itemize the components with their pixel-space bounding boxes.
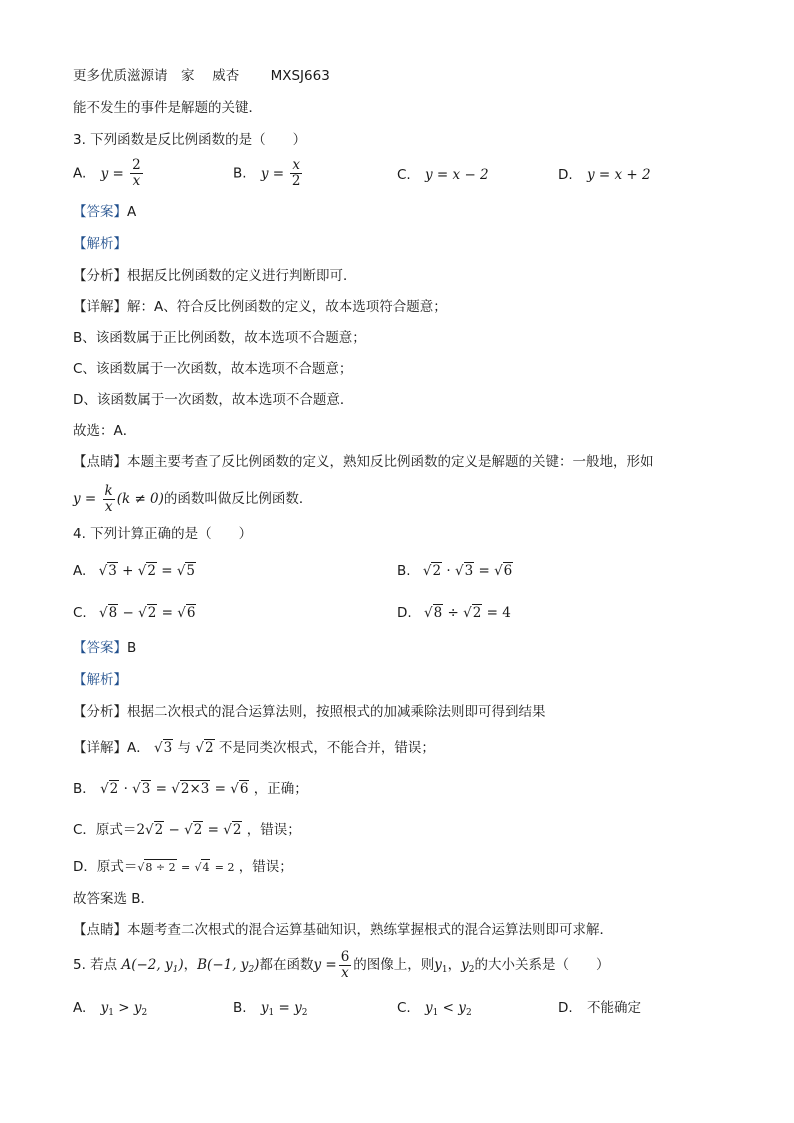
sqrt: √6 (230, 781, 249, 797)
sqrt: √2 (138, 605, 157, 621)
q4-stem: 4. 下列计算正确的是（ ） (73, 526, 253, 542)
dianjing-text: 本题主要考查了反比例函数的定义，熟知反比例函数的定义是解题的关键：一般地，形如 (127, 454, 654, 470)
denominator: x (132, 173, 141, 189)
sqrt: √2 (137, 563, 156, 579)
denominator: x (341, 964, 349, 981)
fenxi-text: 根据二次根式的混合运算法则，按照根式的加减乘除法则即可得到结果 (127, 704, 546, 720)
option-lhs: y = (260, 165, 285, 182)
sqrt: √2×3 (171, 781, 210, 797)
sqrt: √2 (463, 605, 482, 621)
sqrt: √2 (195, 740, 214, 756)
q5-stem: 5. 若点 A(−2, $y_1$)，B(−1, $y_2$)都在函数y = $\frac{6}{x}$ 的图像上，则$y_1$，$y_2$的大小关系是（ ） (73, 948, 610, 981)
q4-choose: 故答案选 B． (73, 891, 155, 907)
q3-dianjing (73, 452, 654, 472)
q4-option-b: B. √2 · √3 = √6 (397, 563, 513, 579)
q4-xiangjie-c: C．原式＝2√2 − √2 = √2 ，错误； (73, 822, 301, 838)
sqrt: √3 (454, 563, 474, 579)
fraction (130, 158, 143, 189)
def-condition: (k ≠ 0) (116, 491, 164, 507)
header-watermark: 更多优质滋源请 家 威杏 MXSJ663 (73, 68, 330, 84)
answer-value: A (127, 204, 137, 220)
sqrt: √3 (154, 740, 173, 756)
q3-stem: 3. 下列函数是反比例函数的是（ ） (73, 132, 307, 148)
sqrt: √2 (100, 781, 119, 797)
answer-value: B (127, 640, 137, 656)
q3-option-a (73, 158, 145, 189)
option-letter: B. (233, 1000, 247, 1016)
point-b: B(−1, $y_2$) (197, 957, 260, 975)
q3-analysis-heading (73, 234, 127, 254)
option-letter: D. (558, 1000, 573, 1016)
point-a: A(−2, $y_1$) (121, 957, 184, 975)
sqrt: √2 (223, 822, 242, 838)
q4-xiangjie-d: D．原式＝√8 ÷ 2 = √4 = 2 ，错误； (73, 857, 293, 878)
analysis-tag: 【解析】 (73, 236, 127, 252)
option-letter: D. (397, 605, 412, 621)
q4-dianjing (73, 920, 613, 940)
q3-option-c (397, 165, 489, 185)
option-letter: B. (397, 563, 411, 579)
fraction (103, 484, 115, 515)
option-expression: y = x − 2 (425, 167, 489, 183)
option-expression: y = x + 2 (586, 167, 651, 183)
option-letter: B. (233, 165, 247, 182)
sqrt: √3 (98, 563, 117, 579)
xiangjie-tag: 【详解】 (73, 740, 127, 756)
option-letter: A. (73, 1000, 87, 1016)
q4-answer (73, 638, 136, 658)
option-letter: C. (397, 167, 411, 183)
numerator: 6 (340, 948, 350, 965)
fraction (339, 950, 352, 981)
fenxi-tag: 【分析】 (73, 268, 127, 284)
option-lhs: y = (100, 165, 124, 182)
intro-line: 能不发生的事件是解题的关键． (73, 100, 262, 116)
sqrt: √2 (184, 822, 203, 838)
sqrt: √6 (494, 563, 513, 579)
q4-fenxi (73, 702, 546, 722)
q3-option-b (233, 158, 304, 189)
analysis-tag: 【解析】 (73, 672, 127, 688)
xiangjie-text: 解：A、符合反比例函数的定义，故本选项符合题意； (127, 299, 447, 315)
option-letter: D. (558, 167, 573, 183)
dianjing-text: 本题考查二次根式的混合运算基础知识，熟练掌握根式的混合运算法则即可求解． (127, 922, 613, 938)
dianjing-tag: 【点睛】 (73, 922, 127, 938)
option-letter: A. (73, 563, 87, 579)
answer-tag: 【答案】 (73, 640, 127, 656)
fenxi-tag: 【分析】 (73, 704, 127, 720)
q4-option-d: D. √8 ÷ √2 = 4 (397, 605, 511, 621)
sqrt: √8 (423, 605, 443, 621)
dianjing-tag: 【点睛】 (73, 454, 127, 470)
numerator: 2 (132, 157, 141, 173)
answer-tag: 【答案】 (73, 204, 127, 220)
fraction (290, 158, 302, 189)
q3-fenxi (73, 266, 357, 286)
sqrt: √3 (132, 781, 151, 797)
q3-definition (73, 482, 312, 516)
q4-xiangjie-a: 【详解】A． √3 与 √2 不是同类次根式，不能合并，错误； (73, 740, 435, 756)
q3-line-d: D、该函数属于一次函数，故本选项不合题意． (73, 392, 354, 408)
def-tail: 的函数叫做反比例函数． (163, 491, 313, 507)
option-letter: A. (73, 165, 87, 182)
sqrt: √6 (177, 605, 196, 621)
fenxi-text: 根据反比例函数的定义进行判断即可． (127, 268, 357, 284)
q5-option-b: B. $y_1 = y_2$ (233, 1000, 308, 1018)
denominator: 2 (291, 173, 301, 189)
sqrt: √4 (194, 861, 210, 874)
xiangjie-tag: 【详解】 (73, 299, 127, 315)
q4-analysis-heading (73, 670, 127, 690)
numerator: k (104, 482, 113, 499)
sqrt: √8 (99, 605, 118, 621)
q3-line-b: B、该函数属于正比例函数，故本选项不合题意； (73, 330, 366, 346)
q3-xiangjie (73, 297, 447, 317)
q5-option-c: C. $y_1 < y_2$ (397, 1000, 472, 1018)
sqrt: √5 (176, 563, 196, 579)
numerator: x (292, 157, 301, 173)
option-letter: C. (397, 1000, 411, 1016)
q4-option-a: A. √3 + √2 = √5 (73, 563, 196, 579)
sqrt: √2 (422, 563, 442, 579)
q4-xiangjie-b: B． √2 · √3 = √2×3 = √6 ，正确； (73, 781, 308, 797)
q4-option-c: C. √8 − √2 = √6 (73, 605, 196, 621)
q3-answer (73, 202, 136, 222)
option-letter: C. (73, 605, 87, 621)
q5-option-a: A. $y_1 > y_2$ (73, 1000, 148, 1018)
q5-option-d: D. 不能确定 (558, 1000, 641, 1016)
denominator: x (104, 498, 113, 515)
def-lhs: y = (73, 491, 97, 507)
q3-option-d (558, 165, 651, 185)
sqrt: √2 (145, 822, 164, 838)
sqrt: √8 ÷ 2 (137, 861, 176, 874)
q3-line-c: C、该函数属于一次函数，故本选项不合题意； (73, 361, 353, 377)
q3-choose: 故选：A． (73, 423, 137, 439)
